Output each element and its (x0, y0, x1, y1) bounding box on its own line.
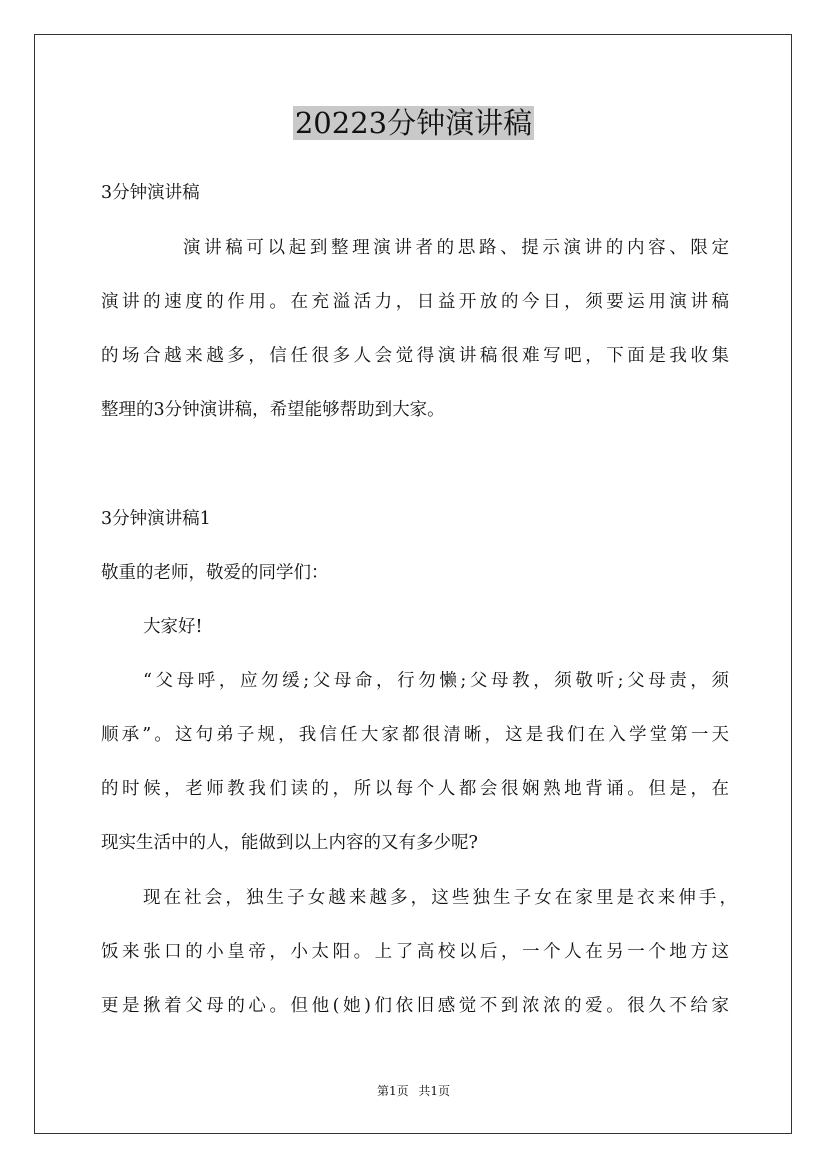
document-title: 20223分钟演讲稿 (294, 106, 533, 140)
paragraph-line: 现在社会，独生子女越来越多，这些独生子女在家里是衣来伸手， (143, 888, 737, 908)
paragraph-line: 的时候，老师教我们读的，所以每个人都会很娴熟地背诵。但是，在 (101, 779, 729, 799)
greeting-line: 大家好! (143, 617, 203, 637)
paragraph-line: 演讲的速度的作用。在充溢活力，日益开放的今日，须要运用演讲稿 (101, 292, 729, 312)
paragraph-line: 现实生活中的人，能做到以上内容的又有多少呢? (101, 833, 478, 853)
page-total: 共1页 (418, 1084, 451, 1098)
page-footer (0, 1083, 827, 1099)
paragraph-line: 更是揪着父母的心。但他(她)们依旧感觉不到浓浓的爱。很久不给家 (101, 996, 729, 1016)
paragraph-line: 整理的3分钟演讲稿，希望能够帮助到大家。 (101, 400, 445, 420)
page-number: 第1页 (376, 1084, 409, 1098)
salutation-line: 敬重的老师，敬爱的同学们： (101, 563, 329, 583)
subtitle-line: 3分钟演讲稿 (101, 183, 200, 203)
paragraph-line: 的场合越来越多，信任很多人会觉得演讲稿很难写吧，下面是我收集 (101, 346, 729, 366)
section-heading: 3分钟演讲稿1 (101, 509, 211, 529)
paragraph-line: “父母呼，应勿缓;父母命，行勿懒;父母教，须敬听;父母责，须 (143, 671, 729, 691)
paragraph-line: 顺承”。这句弟子规，我信任大家都很清晰，这是我们在入学堂第一天 (101, 725, 729, 745)
paragraph-line: 演讲稿可以起到整理演讲者的思路、提示演讲的内容、限定 (183, 238, 729, 258)
paragraph-line: 饭来张口的小皇帝，小太阳。上了高校以后，一个人在另一个地方这 (101, 942, 729, 962)
